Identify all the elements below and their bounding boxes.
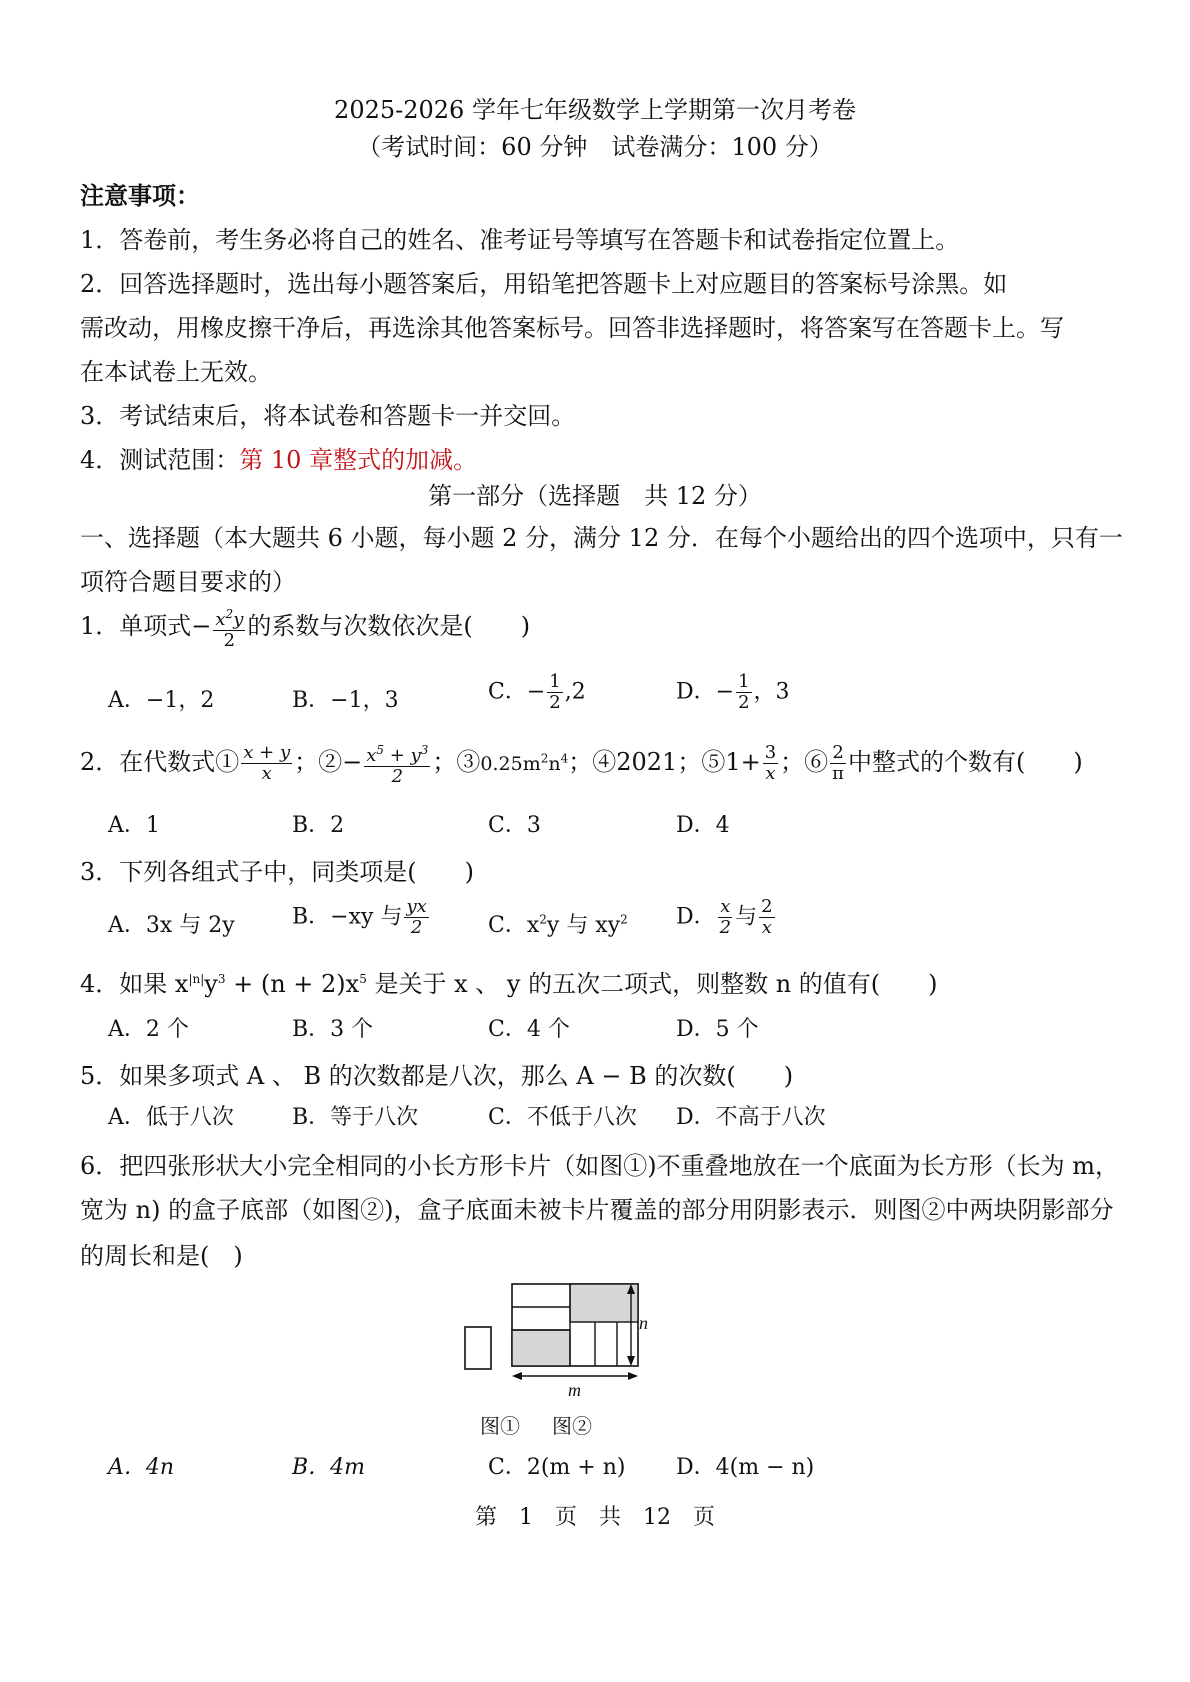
q1-sign: − — [191, 612, 212, 640]
exam-subtitle: （考试时间：60 分钟 试卷满分：100 分） — [357, 133, 833, 161]
q3-option-b[interactable]: B．−xy 与 $\frac{yx}{2}$ — [292, 896, 427, 938]
q6-option-c[interactable]: C．2(m + n) — [488, 1455, 626, 1480]
exam-title: 2025-2026 学年七年级数学上学期第一次月考卷 — [334, 96, 856, 124]
figure-2-caption: 图② — [552, 1414, 592, 1438]
q4-option-c[interactable]: C．4 个 — [488, 1017, 570, 1042]
figure-1-card — [465, 1327, 491, 1369]
q1-prefix: 1．单项式 — [80, 612, 192, 640]
q1-option-c[interactable]: C．− $\frac{1}{2}$ ,2 — [488, 671, 586, 713]
question-4-stem: 4．如果 $x^{|n|}y^3 + (n + 2)x^5$ 是关于 x 、 y 的五次二项式，则整数 n 的值有( ) — [80, 970, 938, 998]
notice-item-4 — [80, 440, 477, 475]
q3-option-c[interactable]: C．$x^2y$ 与 $xy^2$ — [488, 912, 628, 938]
question-6-line-3: 的周长和是( ) — [80, 1242, 243, 1270]
q5-option-b[interactable]: B．等于八次 — [292, 1105, 419, 1130]
part1-title: 第一部分（选择题 共 12 分） — [428, 482, 762, 510]
q5-option-a[interactable]: A．低于八次 — [108, 1105, 234, 1130]
question-6-line-1: 6．把四张形状大小完全相同的小长方形卡片（如图①)不重叠地放在一个底面为长方形（长为 m， — [80, 1152, 1120, 1180]
m-label: m — [568, 1380, 581, 1400]
q1-option-d[interactable]: D．− $\frac{1}{2}$ ，3 — [676, 671, 790, 713]
q3-option-a[interactable]: A．3x 与 2y — [108, 913, 235, 938]
q2-option-c[interactable]: C．3 — [488, 813, 541, 838]
notice-item-4-prefix: 4．测试范围： — [80, 446, 240, 474]
q1-option-a[interactable]: A．−1，2 — [108, 688, 215, 713]
notice-item-2b: 需改动，用橡皮擦干净后，再选涂其他答案标号。回答非选择题时，将答案写在答题卡上。写 — [80, 314, 1064, 342]
notice-item-4-range: 第 10 章整式的加减。 — [239, 446, 478, 474]
question-3-stem: 3．下列各组式子中，同类项是( ) — [80, 858, 474, 886]
question-2-stem: 2．在代数式① $\frac{x + y}{x}$ ；②− $\frac{x^5 + y^3}{2}$ ；$③0.25m^2n^4$；④2021；⑤1+ $\frac{3}{x}$ ；⑥ $\frac{2}{\pi}$ 中整式的个数有( ) — [80, 742, 1083, 787]
n-label: n — [639, 1313, 648, 1333]
q1-fraction: $\frac{x^2y}{2}$ — [213, 604, 245, 651]
notice-item-1: 1．答卷前，考生务必将自己的姓名、准考证号等填写在答题卡和试卷指定位置上。 — [80, 226, 960, 254]
q6-option-d[interactable]: D．4(m − n) — [676, 1455, 815, 1480]
page-footer: 第 1 页 共 12 页 — [475, 1505, 715, 1530]
notice-item-2c: 在本试卷上无效。 — [80, 358, 272, 386]
q5-option-d[interactable]: D．不高于八次 — [676, 1105, 826, 1130]
question-6-line-2: 宽为 n) 的盒子底部（如图②)，盒子底面未被卡片覆盖的部分用阴影表示．则图②中两块阴影部分 — [80, 1196, 1114, 1224]
q6-option-a[interactable]: A．4n — [108, 1455, 175, 1480]
figure-1-caption: 图① — [480, 1414, 520, 1438]
q2-option-b[interactable]: B．2 — [292, 813, 345, 838]
q5-option-c[interactable]: C．不低于八次 — [488, 1105, 637, 1130]
q1-option-b[interactable]: B．−1，3 — [292, 688, 399, 713]
notice-item-2a: 2．回答选择题时，选出每小题答案后，用铅笔把答题卡上对应题目的答案标号涂黑。如 — [80, 270, 1008, 298]
notice-heading: 注意事项： — [80, 182, 200, 210]
section-heading-b: 项符合题目要求的） — [80, 568, 296, 596]
q1-suffix: 的系数与次数依次是( ) — [247, 612, 531, 640]
q4-option-d[interactable]: D．5 个 — [676, 1017, 759, 1042]
section-heading-a: 一、选择题（本大题共 6 小题，每小题 2 分，满分 12 分．在每个小题给出的四个选项中，只有一 — [80, 524, 1123, 552]
q2-option-d[interactable]: D．4 — [676, 813, 730, 838]
q2-option-a[interactable]: A．1 — [108, 813, 160, 838]
notice-item-3: 3．考试结束后，将本试卷和答题卡一并交回。 — [80, 402, 576, 430]
figure-2-shaded-top — [570, 1284, 638, 1322]
figure-2-shaded-bottom — [512, 1330, 570, 1366]
q4-option-a[interactable]: A．2 个 — [108, 1017, 189, 1042]
q6-option-b[interactable]: B．4m — [292, 1455, 366, 1480]
q4-option-b[interactable]: B．3 个 — [292, 1017, 374, 1042]
question-5-stem: 5．如果多项式 A 、 B 的次数都是八次，那么 A − B 的次数( ) — [80, 1062, 794, 1090]
question-1-stem — [80, 604, 530, 651]
q3-option-d[interactable]: D． $\frac{x}{2}$ 与 $\frac{2}{x}$ — [676, 896, 773, 938]
